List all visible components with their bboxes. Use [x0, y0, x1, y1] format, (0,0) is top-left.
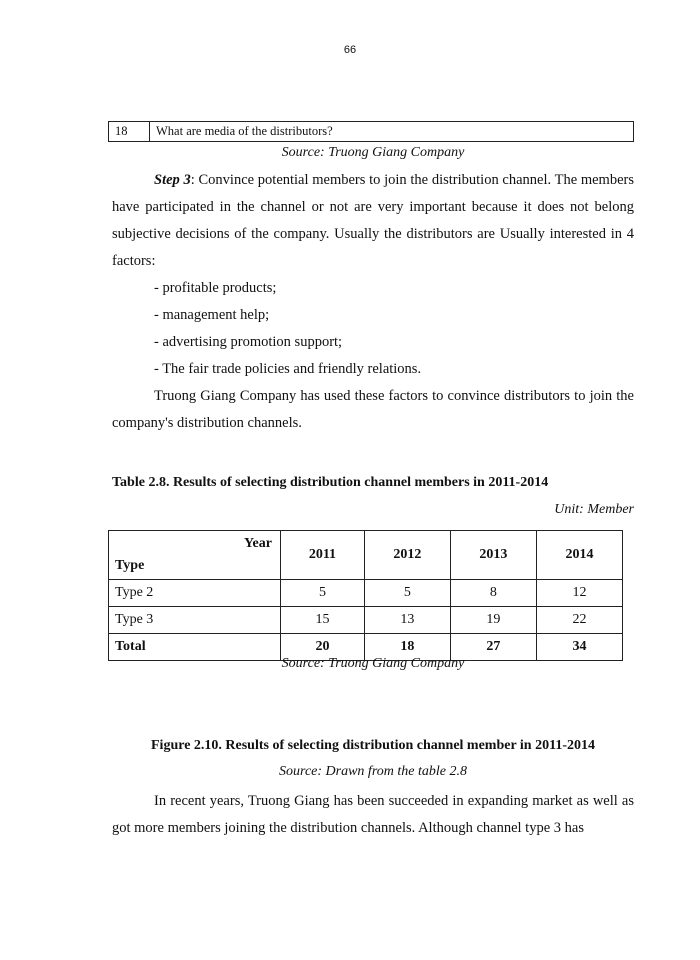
- page-number: 66: [343, 44, 357, 56]
- row-type: Type 3: [109, 607, 281, 634]
- cell-value: 27: [450, 634, 536, 661]
- header-corner-cell: [109, 531, 281, 580]
- cell-value: 34: [536, 634, 622, 661]
- figure-caption: Figure 2.10. Results of selecting distribution channel member in 2011-2014: [151, 738, 595, 753]
- paragraph-3: In recent years, Truong Giang has been succeeded in expanding market as well as got more members joining the distribution channels. Although channel type 3 has: [112, 793, 634, 836]
- cell-value: 20: [281, 634, 365, 661]
- header-year-cell: 2014: [536, 531, 622, 580]
- cell-value: 15: [281, 607, 365, 634]
- row-type: Type 2: [109, 580, 281, 607]
- header-year: Year: [244, 536, 272, 551]
- table-row: [109, 580, 623, 607]
- factor-item: - The fair trade policies and friendly relations.: [154, 361, 422, 377]
- cell-value: 5: [281, 580, 365, 607]
- question-text: What are media of the distributors?: [150, 122, 634, 142]
- table-header-row: [109, 531, 623, 580]
- factor-item: - profitable products;: [154, 280, 277, 296]
- question-number: 18: [109, 122, 150, 142]
- table-row: [109, 607, 623, 634]
- results-table: [108, 530, 623, 661]
- step3-paragraph: [112, 167, 634, 275]
- header-year-cell: 2012: [364, 531, 450, 580]
- cell-value: 19: [450, 607, 536, 634]
- question-table: [108, 121, 634, 142]
- table-unit: Unit: Member: [554, 502, 634, 517]
- cell-value: 12: [536, 580, 622, 607]
- cell-value: 8: [450, 580, 536, 607]
- row-type: Total: [109, 634, 281, 661]
- factor-item: - advertising promotion support;: [154, 334, 343, 350]
- cell-value: 5: [364, 580, 450, 607]
- table-title: Table 2.8. Results of selecting distribution channel members in 2011-2014: [112, 475, 549, 490]
- step3-label: Step 3: [154, 172, 191, 188]
- step3-text: : Convince potential members to join the distribution channel. The members have participated in the channel or not are very important because it does not belong subjective decisions of the company. Usually the distributors are Usually interested in 4 factors:: [112, 172, 634, 269]
- header-type: Type: [115, 558, 145, 573]
- cell-value: 18: [364, 634, 450, 661]
- factor-item: - management help;: [154, 307, 270, 323]
- table-source: Source: Truong Giang Company: [281, 656, 465, 671]
- paragraph-2: Truong Giang Company has used these factors to convince distributors to join the company's distribution channels.: [112, 388, 634, 431]
- source-note: Source: Truong Giang Company: [281, 145, 465, 160]
- header-year-cell: 2013: [450, 531, 536, 580]
- cell-value: 13: [364, 607, 450, 634]
- header-year-cell: 2011: [281, 531, 365, 580]
- table-row: [109, 122, 634, 142]
- figure-source: Source: Drawn from the table 2.8: [279, 764, 467, 779]
- cell-value: 22: [536, 607, 622, 634]
